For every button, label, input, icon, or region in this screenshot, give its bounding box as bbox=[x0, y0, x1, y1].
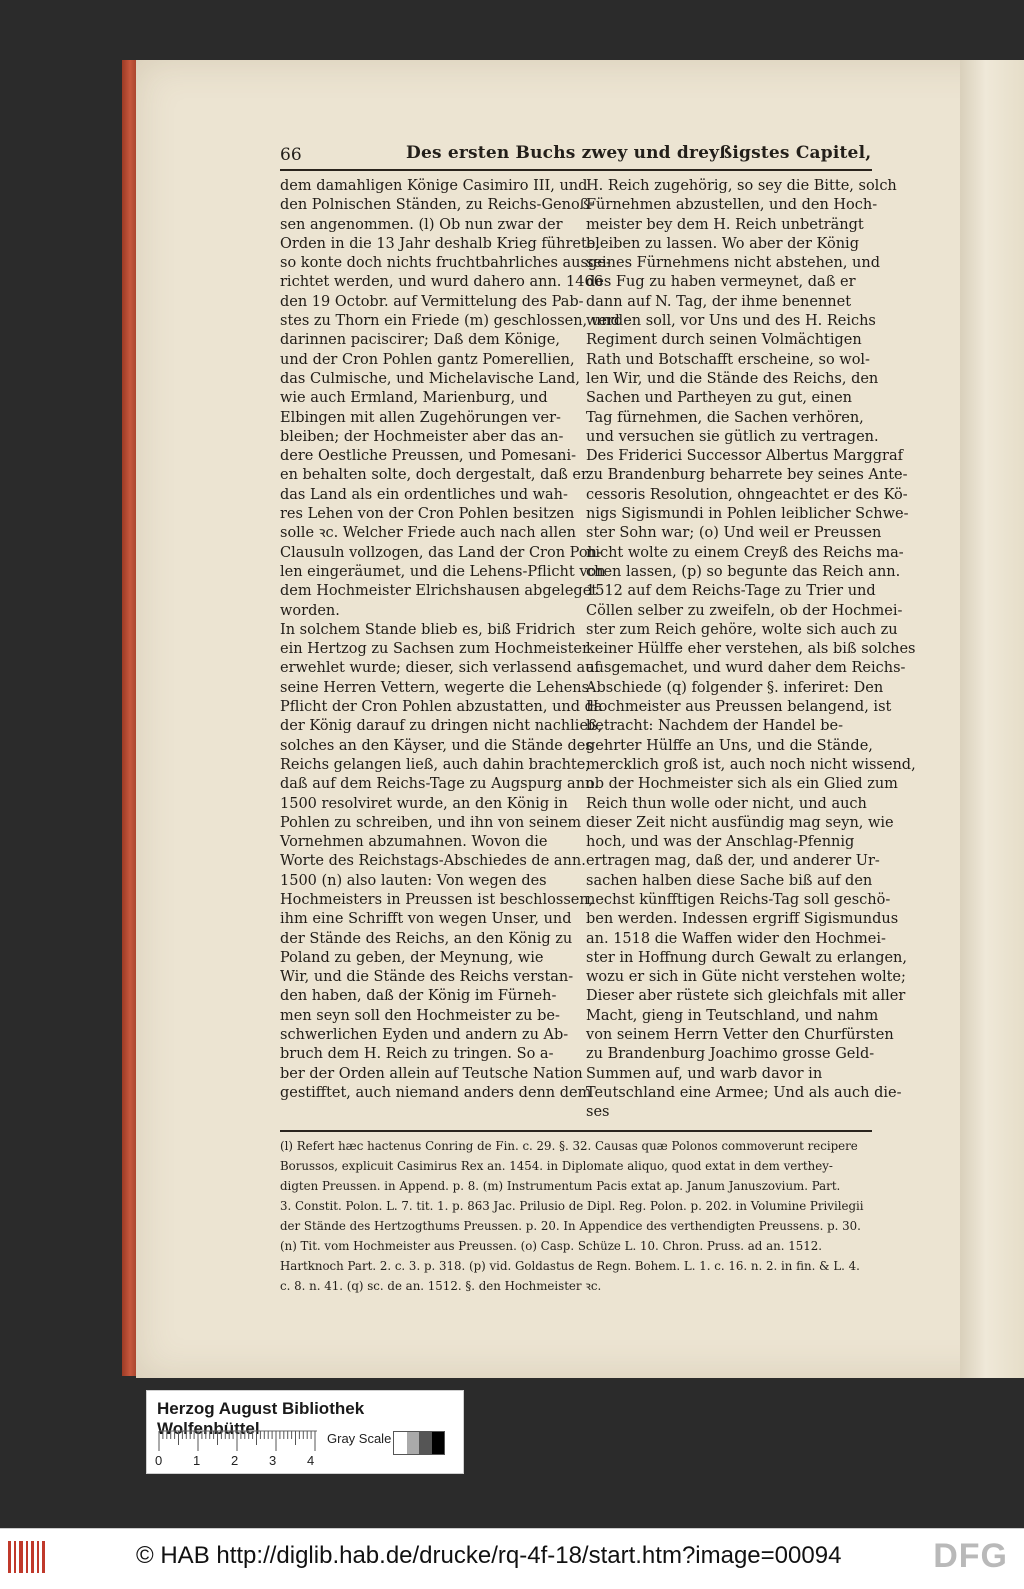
text-line: bruch dem H. Reich zu tringen. So a- bbox=[280, 1046, 554, 1063]
text-line: en behalten solte, doch dergestalt, daß er bbox=[280, 467, 588, 484]
gray-scale-label: Gray Scale bbox=[327, 1431, 392, 1446]
text-line: daß auf dem Reichs-Tage zu Augspurg ann. bbox=[280, 776, 599, 793]
text-line: Orden in die 13 Jahr deshalb Krieg führete, bbox=[280, 235, 600, 252]
running-head bbox=[280, 143, 872, 169]
text-line: 1500 (n) also lauten: Von wegen des bbox=[280, 872, 547, 889]
text-line: und der Cron Pohlen gantz Pomerellien, bbox=[280, 351, 575, 368]
gray-scale-swatches bbox=[393, 1431, 445, 1455]
text-line: Reichs gelangen ließ, auch dahin brachte, bbox=[280, 756, 590, 773]
running-title: Des ersten Buchs zwey und dreyßigstes Capitel, bbox=[406, 143, 872, 163]
text-line: dann auf N. Tag, der ihme benennet bbox=[586, 293, 852, 310]
text-line: (n) Tit. vom Hochmeister aus Preussen. (o) Casp. Schüze L. 10. Chron. Pruss. ad an. 1512. bbox=[280, 1239, 822, 1253]
text-line: Tag fürnehmen, die Sachen verhören, bbox=[586, 409, 864, 426]
text-line: chen lassen, (p) so begunte das Reich ann. bbox=[586, 563, 901, 580]
text-line: Abschiede (q) folgender §. inferiret: Den bbox=[586, 679, 884, 696]
text-line: Rath und Botschafft erscheine, so wol- bbox=[586, 351, 870, 368]
text-line: 3. Constit. Polon. L. 7. tit. 1. p. 863 Jac. Prilusio de Dipl. Reg. Polon. p. 202. in Volumine Privilegii bbox=[280, 1199, 864, 1213]
text-line: schwerlichen Eyden und andern zu Ab- bbox=[280, 1027, 569, 1044]
text-line: der Stände des Hertzogthums Preussen. p. 20. In Appendice des verthendigten Preussens. p. 30. bbox=[280, 1219, 861, 1233]
text-line: solle ꝛc. Welcher Friede auch nach allen bbox=[280, 525, 576, 542]
text-line: ihm eine Schrifft von wegen Unser, und bbox=[280, 911, 572, 928]
text-line: Wir, und die Stände des Reichs verstan- bbox=[280, 969, 574, 986]
text-line: den Polnischen Ständen, zu Reichs-Genoß- bbox=[280, 197, 595, 214]
scale-number: 2 bbox=[231, 1453, 239, 1468]
text-line: Pohlen zu schreiben, und ihn von seinem bbox=[280, 814, 582, 831]
text-line: In solchem Stande blieb es, biß Fridrich bbox=[280, 621, 576, 638]
text-line: len eingeräumet, und die Lehens-Pflicht von bbox=[280, 563, 606, 580]
text-line: den haben, daß der König im Fürneh- bbox=[280, 988, 557, 1005]
text-line: keiner Hülffe eher verstehen, als biß solches bbox=[586, 641, 916, 658]
library-name: Herzog August Bibliothek Wolfenbüttel bbox=[157, 1399, 365, 1438]
text-line: Cöllen selber zu zweifeln, ob der Hochmei- bbox=[586, 602, 903, 619]
text-line: meister bey dem H. Reich unbeträngt bbox=[586, 216, 864, 233]
text-line: ber der Orden allein auf Teutsche Nation bbox=[280, 1065, 583, 1082]
text-line: nigs Sigismundi in Pohlen leiblicher Schwe- bbox=[586, 506, 909, 523]
text-line: dem damahligen Könige Casimiro III, und bbox=[280, 178, 588, 194]
text-line: an. 1518 die Waffen wider den Hochmei- bbox=[586, 930, 886, 947]
text-line: c. 8. n. 41. (q) sc. de an. 1512. §. den Hochmeister ꝛc. bbox=[280, 1279, 602, 1293]
text-line: ster Sohn war; (o) Und weil er Preussen bbox=[586, 525, 882, 542]
text-line: bleiben; der Hochmeister aber das an- bbox=[280, 428, 564, 445]
text-line: sachen halben diese Sache biß auf den bbox=[586, 872, 873, 889]
text-line: res Lehen von der Cron Pohlen besitzen bbox=[280, 506, 575, 523]
text-line: 1512 auf dem Reichs-Tage zu Trier und bbox=[586, 583, 876, 600]
scale-number: 0 bbox=[155, 1453, 163, 1468]
text-line: das Culmische, und Michelavische Land, bbox=[280, 370, 580, 387]
gray-swatch bbox=[419, 1432, 432, 1454]
header-rule bbox=[280, 169, 872, 171]
text-line: ben werden. Indessen ergriff Sigismundus bbox=[586, 911, 899, 928]
library-label-card bbox=[146, 1390, 464, 1474]
footnote-rule bbox=[280, 1130, 872, 1132]
text-line: solches an den Käyser, und die Stände des bbox=[280, 737, 593, 754]
text-line: von seinem Herrn Vetter den Churfürsten bbox=[586, 1027, 894, 1044]
text-line: ein Hertzog zu Sachsen zum Hochmeister bbox=[280, 641, 589, 658]
text-line: wozu er sich in Güte nicht verstehen wolte; bbox=[586, 969, 906, 986]
text-line: bleiben zu lassen. Wo aber der König bbox=[586, 235, 859, 252]
scale-number: 1 bbox=[193, 1453, 201, 1468]
text-line: Reich thun wolle oder nicht, und auch bbox=[586, 795, 867, 812]
text-line: Regiment durch seinen Volmächtigen bbox=[586, 332, 862, 349]
text-line: darinnen paciscirer; Daß dem Könige, bbox=[280, 332, 560, 349]
text-line: ob der Hochmeister sich als ein Glied zum bbox=[586, 776, 898, 793]
text-column-right bbox=[586, 177, 916, 1123]
text-line: nicht wolte zu einem Creyß des Reichs ma- bbox=[586, 544, 904, 561]
text-line: Vornehmen abzumahnen. Wovon die bbox=[280, 834, 548, 851]
text-line: Fürnehmen abzustellen, und den Hoch- bbox=[586, 197, 878, 214]
text-line: gestifftet, auch niemand anders denn dem bbox=[280, 1084, 592, 1101]
text-line: ses bbox=[586, 1104, 610, 1121]
text-line: mercklich groß ist, auch noch nicht wissend, bbox=[586, 756, 916, 773]
text-line: erwehlet wurde; dieser, sich verlassend auf bbox=[280, 660, 600, 677]
text-line: Macht, gieng in Teutschland, und nahm bbox=[586, 1007, 879, 1024]
text-line: seine Herren Vettern, wegerte die Lehens- bbox=[280, 679, 594, 696]
text-line: 1500 resolviret wurde, an den König in bbox=[280, 795, 568, 812]
text-line: ertragen mag, daß der, und anderer Ur- bbox=[586, 853, 880, 870]
text-line: wie auch Ermland, Marienburg, und bbox=[280, 390, 548, 407]
text-line: digten Preussen. in Append. p. 8. (m) Instrumentum Pacis extat ap. Janum Januszovium. Part. bbox=[280, 1179, 841, 1193]
gray-swatch bbox=[432, 1432, 445, 1454]
text-line: und versuchen sie gütlich zu vertragen. bbox=[586, 428, 879, 445]
text-line: den 19 Octobr. auf Vermittelung des Pab- bbox=[280, 293, 584, 310]
text-line: Elbingen mit allen Zugehörungen ver- bbox=[280, 409, 561, 426]
facing-page-strip bbox=[960, 60, 1024, 1378]
page-number: 66 bbox=[280, 145, 302, 165]
text-line: nechst künfftigen Reichs-Tag soll geschö- bbox=[586, 891, 891, 908]
text-line: Summen auf, und warb davor in bbox=[586, 1065, 823, 1082]
text-line: seines Fürnehmens nicht abstehen, und bbox=[586, 255, 881, 272]
text-line: gehrter Hülffe an Uns, und die Stände, bbox=[586, 737, 873, 754]
scale-number: 4 bbox=[307, 1453, 315, 1468]
text-line: (l) Refert hæc hactenus Conring de Fin. c. 29. §. 32. Causas quæ Polonos commoverunt recipere bbox=[280, 1139, 858, 1153]
text-line: Sachen und Partheyen zu gut, einen bbox=[586, 390, 853, 407]
text-line: Borussos, explicuit Casimirus Rex an. 1454. in Diplomate aliquo, quod extat in dem verthey- bbox=[280, 1159, 833, 1173]
text-line: stes zu Thorn ein Friede (m) geschlossen, und bbox=[280, 313, 620, 330]
text-line: Hochmeisters in Preussen ist beschlossen, bbox=[280, 891, 594, 908]
scale-number: 3 bbox=[269, 1453, 277, 1468]
text-line: Des Friderici Successor Albertus Marggraf bbox=[586, 448, 903, 465]
text-line: Dieser aber rüstete sich gleichfals mit aller bbox=[586, 988, 906, 1005]
text-line: sen angenommen. (l) Ob nun zwar der bbox=[280, 216, 563, 233]
text-line: Clausuln vollzogen, das Land der Cron Poh- bbox=[280, 544, 602, 561]
text-line: so konte doch nichts fruchtbahrliches ausge- bbox=[280, 255, 611, 272]
text-column-left bbox=[280, 177, 620, 1103]
dfg-logo: DFG bbox=[933, 1537, 1008, 1575]
text-line: Hartknoch Part. 2. c. 3. p. 318. (p) vid. Goldastus de Regn. Bohem. L. 1. c. 16. n. 2. in fin. & L. 4. bbox=[280, 1259, 860, 1273]
copyright-link[interactable]: © HAB http://diglib.hab.de/drucke/rq-4f-18/start.htm?image=00094 bbox=[136, 1542, 842, 1569]
text-line: dieser Zeit nicht ausfündig mag seyn, wie bbox=[586, 814, 894, 831]
text-line: Teutschland eine Armee; Und als auch die- bbox=[586, 1084, 902, 1101]
text-line: cessoris Resolution, ohngeachtet er des Kö- bbox=[586, 486, 908, 503]
text-line: len Wir, und die Stände des Reichs, den bbox=[586, 370, 879, 387]
text-line: der König darauf zu dringen nicht nachließ, bbox=[280, 718, 603, 735]
text-line: der Stände des Reichs, an den König zu bbox=[280, 930, 573, 947]
footer-bar bbox=[0, 1528, 1024, 1589]
text-line: betracht: Nachdem der Handel be- bbox=[586, 718, 843, 735]
text-line: Worte des Reichstags-Abschiedes de ann. bbox=[280, 853, 586, 870]
text-line: Poland zu geben, der Meynung, wie bbox=[280, 949, 544, 966]
text-line: werden soll, vor Uns und des H. Reichs bbox=[586, 313, 876, 330]
text-line: dere Oestliche Preussen, und Pomesani- bbox=[280, 448, 577, 465]
gray-swatch bbox=[407, 1432, 420, 1454]
text-line: hoch, und was der Anschlag-Pfennig bbox=[586, 834, 855, 851]
gray-swatch bbox=[394, 1432, 407, 1454]
text-line: zu Brandenburg Joachimo grosse Geld- bbox=[586, 1046, 875, 1063]
text-line: richtet werden, und wurd dahero ann. 1466 bbox=[280, 274, 603, 291]
text-line: des Fug zu haben vermeynet, daß er bbox=[586, 274, 856, 291]
text-line: das Land als ein ordentliches und wah- bbox=[280, 486, 568, 503]
text-line: ster zum Reich gehöre, wolte sich auch zu bbox=[586, 621, 898, 638]
text-line: H. Reich zugehörig, so sey die Bitte, solch bbox=[586, 178, 897, 194]
text-line: ster in Hoffnung durch Gewalt zu erlangen, bbox=[586, 949, 908, 966]
text-line: worden. bbox=[280, 602, 340, 619]
barcode-icon bbox=[6, 1537, 48, 1577]
footnotes bbox=[280, 1136, 872, 1296]
text-line: ausgemachet, und wurd daher dem Reichs- bbox=[586, 660, 906, 677]
text-line: dem Hochmeister Elrichshausen abgeleget bbox=[280, 583, 598, 600]
text-line: Pflicht der Cron Pohlen abzustatten, und da bbox=[280, 699, 603, 716]
text-line: Hochmeister aus Preussen belangend, ist bbox=[586, 699, 892, 716]
text-line: men seyn soll den Hochmeister zu be- bbox=[280, 1007, 560, 1024]
text-line: zu Brandenburg beharrete bey seines Ante- bbox=[586, 467, 908, 484]
